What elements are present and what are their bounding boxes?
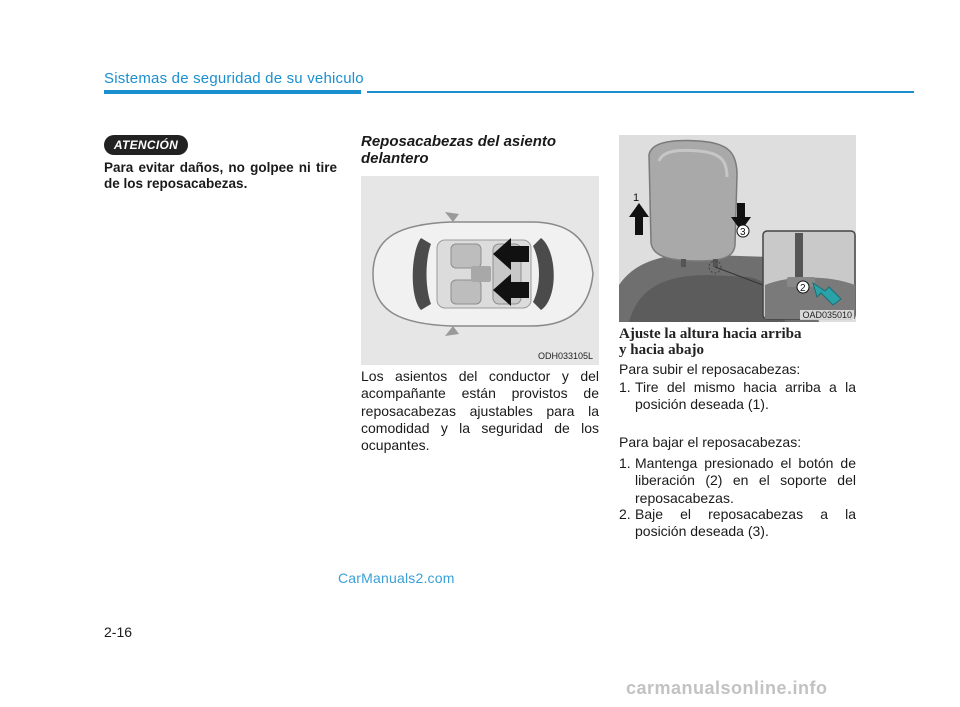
page-number: 2-16 xyxy=(104,624,133,640)
adjust-title-line2: y hacia abajo xyxy=(619,342,705,358)
step-text: Baje el reposacabezas a la posición deseada (3). xyxy=(635,506,856,540)
adjust-height-title xyxy=(619,326,856,358)
front-headrest-body: Los asientos del conductor y del acompañante están provistos de reposacabezas ajustables para la comodidad y la seguridad de los ocupantes. xyxy=(361,368,599,454)
svg-text:3: 3 xyxy=(740,227,746,238)
step-number: 2. xyxy=(619,506,631,522)
watermark-text: carmanualsonline.info xyxy=(626,678,828,698)
lower-step xyxy=(619,455,856,507)
header-rule-thick xyxy=(104,90,361,94)
warning-text: Para evitar daños, no golpee ni tire de los reposacabezas. xyxy=(104,160,337,191)
step-number: 1. xyxy=(619,379,631,395)
raise-step xyxy=(619,379,856,414)
watermark-link[interactable]: CarManuals2.com xyxy=(338,570,455,586)
figure-code: OAD035010 xyxy=(802,310,852,320)
adjust-title-line1: Ajuste la altura hacia arriba xyxy=(619,326,802,342)
lower-step xyxy=(619,506,856,541)
step-text: Mantenga presionado el botón de liberación (2) en el soporte del reposacabezas. xyxy=(635,455,856,506)
section-header-title: Sistemas de seguridad de su vehiculo xyxy=(104,70,364,87)
figure-code: ODH033105L xyxy=(537,351,593,361)
car-topview-figure xyxy=(361,176,599,365)
header-rule-thin xyxy=(367,91,914,93)
car-topview-illustration xyxy=(361,176,599,365)
front-headrest-title: Reposacabezas del asiento delantero xyxy=(361,133,557,167)
step-text: Tire del mismo hacia arriba a la posición deseada (1). xyxy=(635,379,856,413)
headrest-adjust-figure xyxy=(619,135,856,322)
warning-badge: ATENCIÓN xyxy=(104,135,188,155)
step-number: 1. xyxy=(619,455,631,471)
svg-text:2: 2 xyxy=(800,283,806,294)
raise-intro: Para subir el reposacabezas: xyxy=(619,361,801,377)
lower-intro: Para bajar el reposacabezas: xyxy=(619,434,802,450)
headrest-illustration xyxy=(619,135,856,322)
svg-text:1: 1 xyxy=(633,192,640,204)
